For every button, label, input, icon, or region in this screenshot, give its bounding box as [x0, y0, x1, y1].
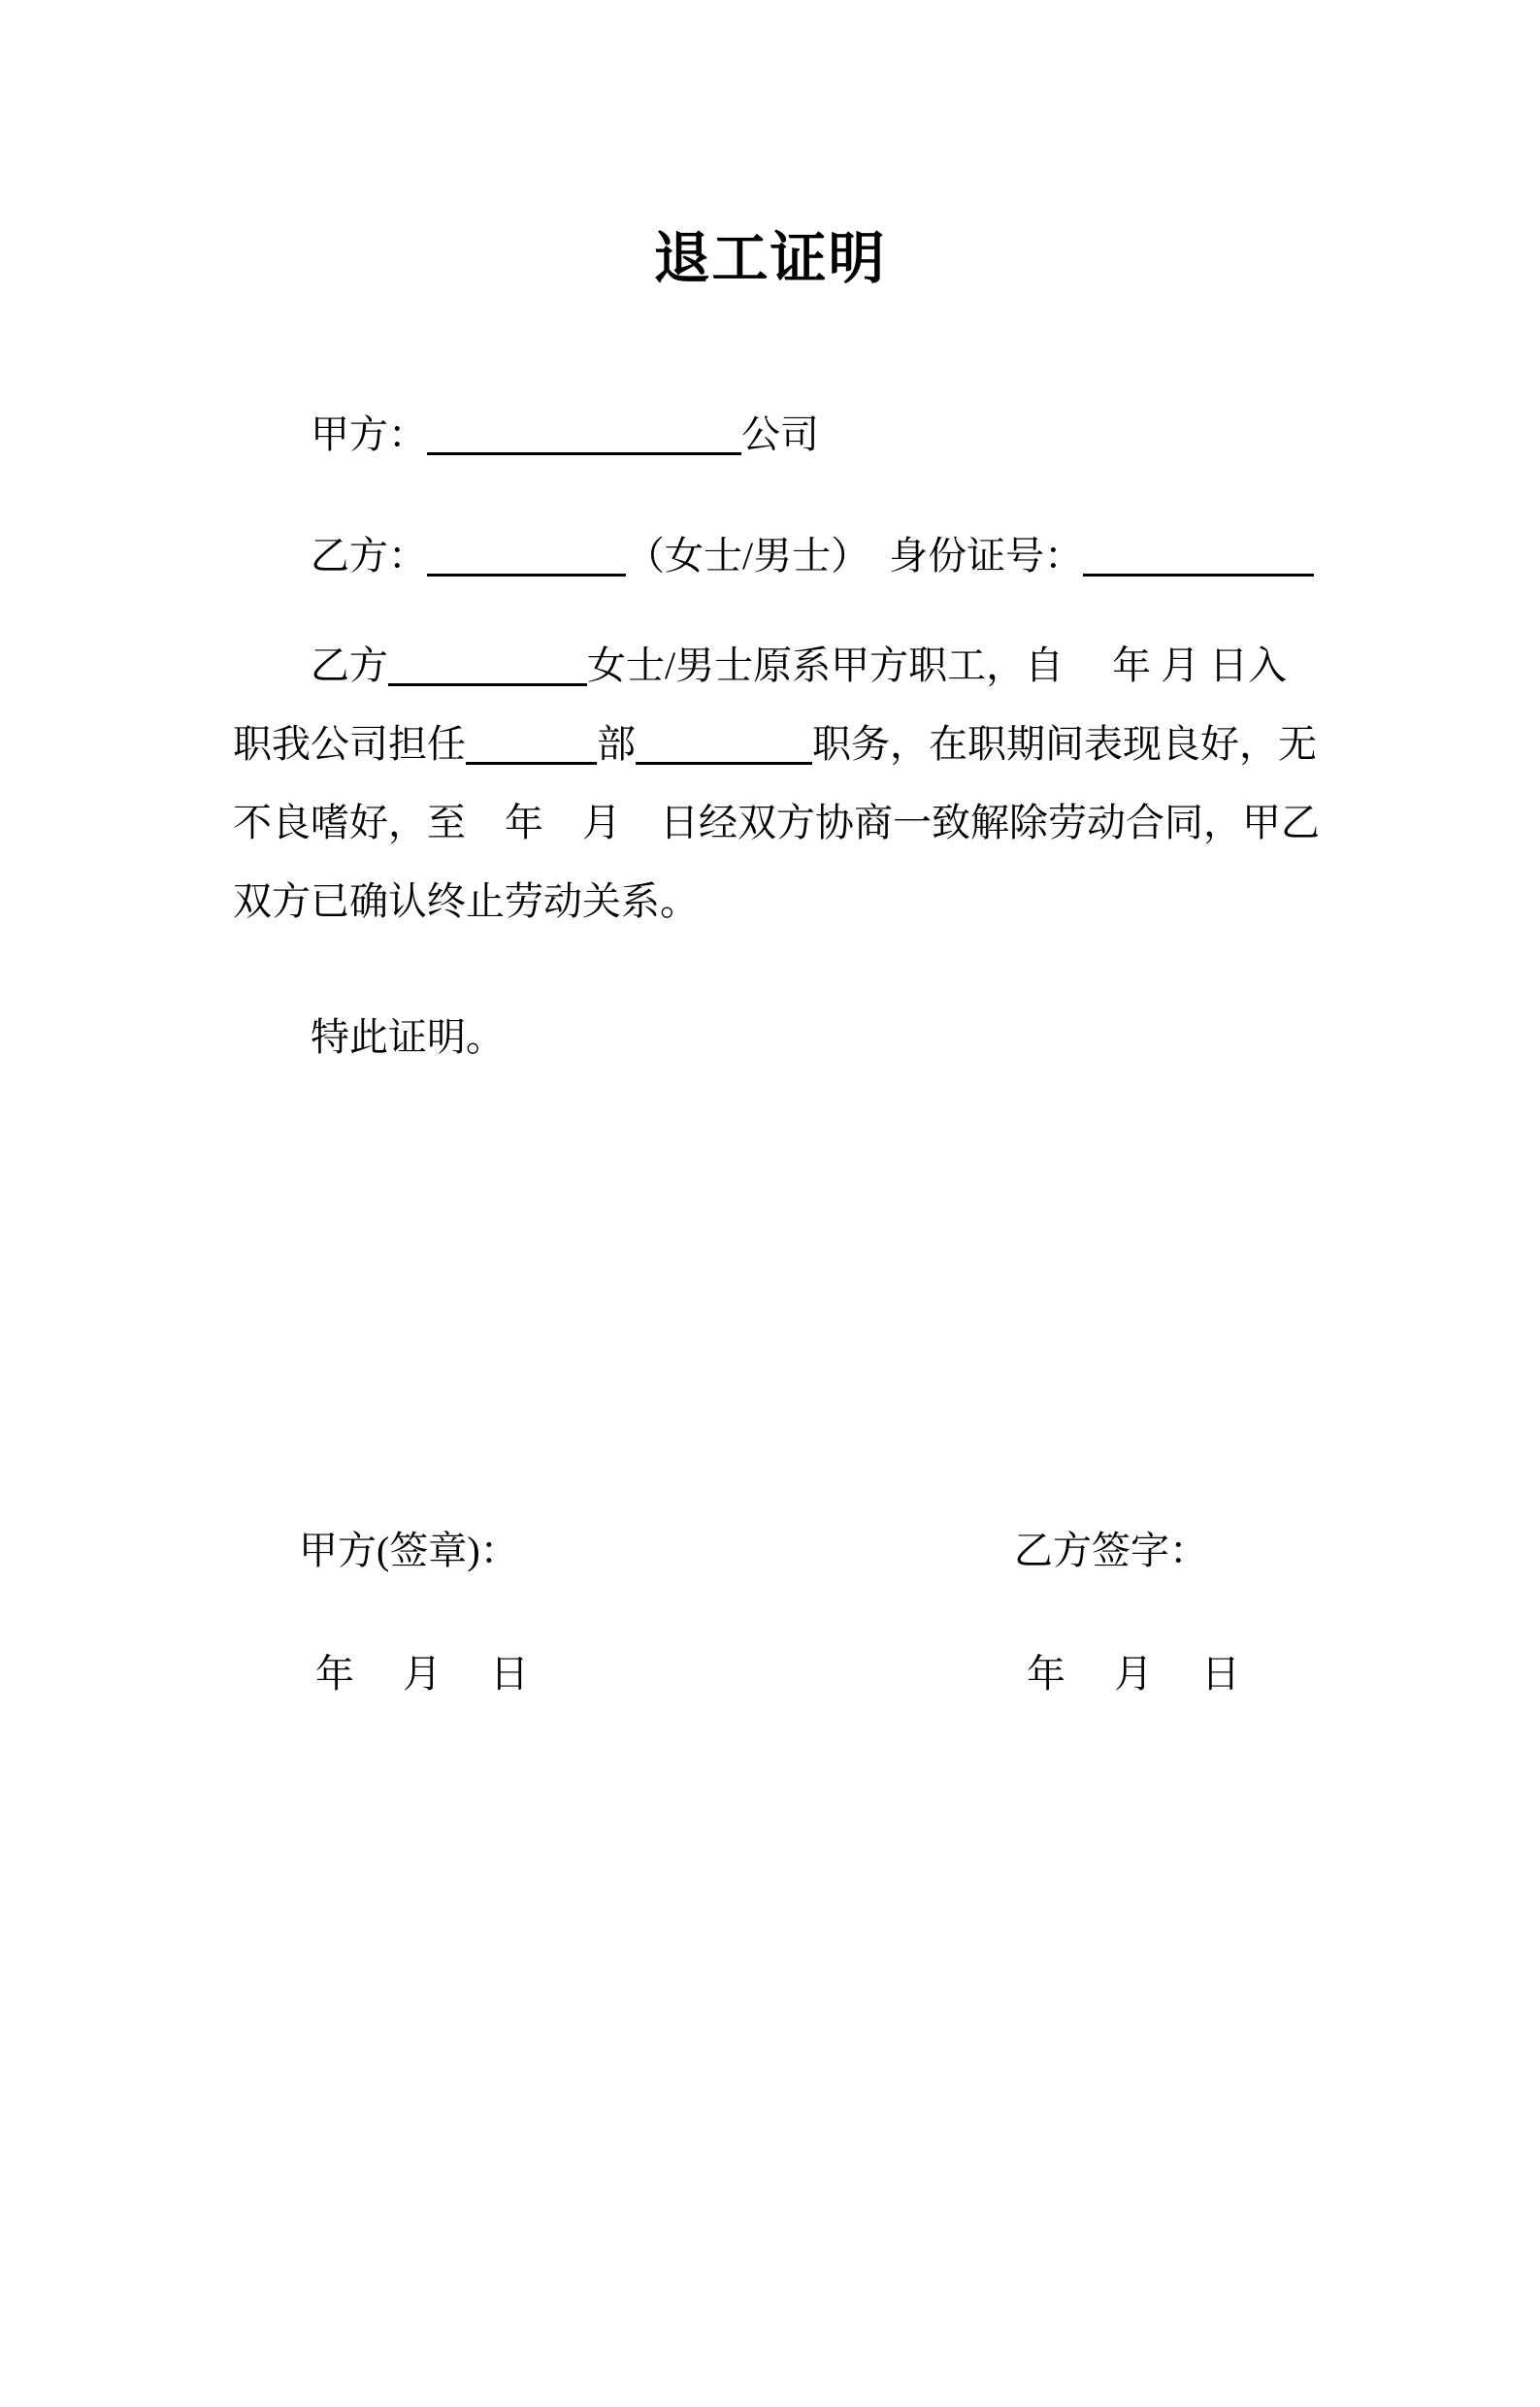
- party-a-signature-label: 甲方(签章)：: [299, 1529, 519, 1572]
- document-title: 退工证明: [653, 227, 887, 290]
- party-b-date: 年 月 日: [1027, 1652, 1240, 1696]
- party-a-company-blank: [427, 417, 741, 455]
- party-b-name-blank: [427, 539, 626, 577]
- date-row: [233, 1647, 1307, 1701]
- party-b-id-label: 身份证号：: [850, 534, 1084, 577]
- paragraph-line-1: [233, 626, 1307, 705]
- paragraph-line-2-pre: 职我公司担任: [233, 722, 466, 766]
- paragraph-line-4: 双方已确认终止劳动关系。: [233, 879, 699, 923]
- party-b-gender-note: （女士/男士）: [626, 534, 851, 577]
- paragraph-line-2: [233, 705, 1317, 783]
- department-blank: [466, 727, 597, 765]
- paragraph-line-1-post: 女士/男士原系甲方职工，自 年 月 日入: [587, 643, 1288, 687]
- party-b-line: [233, 529, 1307, 583]
- closing-statement: 特此证明。: [311, 1015, 505, 1059]
- document-page: [0, 228, 1540, 1701]
- party-a-suffix: 公司: [741, 412, 819, 456]
- party-b-label: 乙方：: [311, 534, 427, 577]
- party-a-line: [233, 408, 1307, 462]
- paragraph-line-1-pre: 乙方: [311, 643, 388, 687]
- party-b-id-blank: [1083, 539, 1314, 577]
- position-blank: [636, 727, 812, 765]
- body-paragraph: [233, 626, 1320, 940]
- party-a-date: 年 月 日: [315, 1652, 529, 1696]
- party-b-signature-label: 乙方签字：: [1014, 1529, 1208, 1572]
- paragraph-line-2-post: 职务，在职期间表现良好，无: [812, 722, 1317, 766]
- paragraph-line-2-mid: 部: [597, 722, 636, 766]
- paragraph-line-3: 不良嗜好，至 年 月 日经双方协商一致解除劳动合同，甲乙: [233, 801, 1320, 844]
- employee-name-blank: [388, 648, 587, 686]
- party-a-label: 甲方：: [311, 412, 427, 456]
- signature-row: [233, 1524, 1307, 1578]
